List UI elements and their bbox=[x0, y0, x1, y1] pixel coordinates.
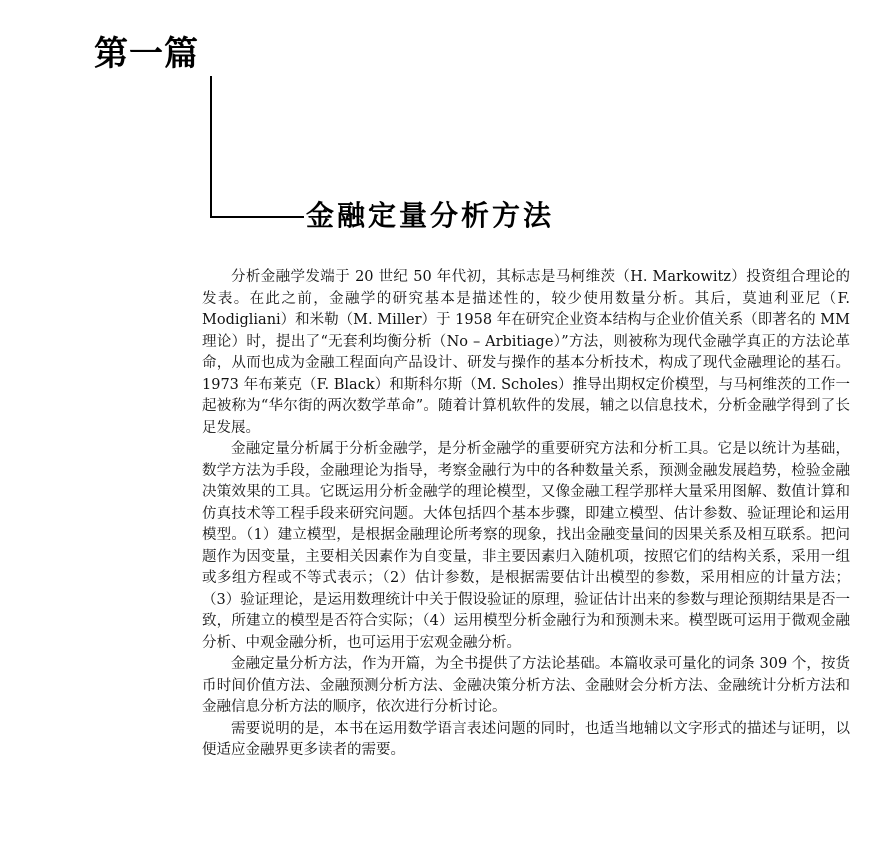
title-connector-horizontal-line bbox=[210, 216, 304, 218]
part-title: 第一篇 bbox=[94, 34, 199, 74]
paragraph-3: 金融定量分析方法，作为开篇，为全书提供了方法论基础。本篇收录可量化的词条 309 个，按货币时间价值方法、金融预测分析方法、金融决策分析方法、金融财会分析方法、金融统计分析方法和金融信息分析方法的顺序，依次进行分析讨论。 bbox=[202, 656, 850, 715]
body-text bbox=[202, 267, 850, 762]
paragraph-4: 需要说明的是，本书在运用数学语言表述问题的同时，也适当地辅以文字形式的描述与证明，以便适应金融界更多读者的需要。 bbox=[202, 720, 850, 758]
title-connector-vertical-line bbox=[210, 76, 212, 218]
paragraph-1: 分析金融学发端于 20 世纪 50 年代初，其标志是马柯维茨（H. Markowitz）投资组合理论的发表。在此之前，金融学的研究基本是描述性的，较少使用数量分析。其后，莫迪利亚尼（F. Modigliani）和米勒（M. Miller）于 1958 年在研究企业资本结构与企业价值关系（即著名的 MM 理论）时，提出了“无套利均衡分析（No – Arbitiage）”方法，则被称为现代金融学真正的方法论革命，从而也成为金融工程面向产品设计、研发与操作的基本分析技术，构成了现代金融理论的基石。1973 年布莱克（F. Black）和斯科尔斯（M. Scholes）推导出期权定价模型，与马柯维茨的工作一起被称为“华尔街的两次数学革命”。随着计算机软件的发展，辅之以信息技术，分析金融学得到了长足发展。 bbox=[202, 269, 850, 436]
paragraph-2: 金融定量分析属于分析金融学，是分析金融学的重要研究方法和分析工具。它是以统计为基础，数学方法为手段，金融理论为指导，考察金融行为中的各种数量关系，预测金融发展趋势，检验金融决策效果的工具。它既运用分析金融学的理论模型，又像金融工程学那样大量采用图解、数值计算和仿真技术等工程手段来研究问题。大体包括四个基本步骤，即建立模型、估计参数、验证理论和运用模型。（1）建立模型，是根据金融理论所考察的现象，找出金融变量间的因果关系及相互联系。把问题作为因变量，主要相关因素作为自变量，非主要因素归入随机项，按照它们的结构关系，采用一组或多组方程或不等式表示；（2）估计参数，是根据需要估计出模型的参数，采用相应的计量方法；（3）验证理论，是运用数理统计中关于假设验证的原理，验证估计出来的参数与理论预期结果是否一致，所建立的模型是否符合实际；（4）运用模型分析金融行为和预测未来。模型既可运用于微观金融分析、中观金融分析，也可运用于宏观金融分析。 bbox=[202, 441, 850, 651]
chapter-title: 金融定量分析方法 bbox=[306, 199, 555, 232]
